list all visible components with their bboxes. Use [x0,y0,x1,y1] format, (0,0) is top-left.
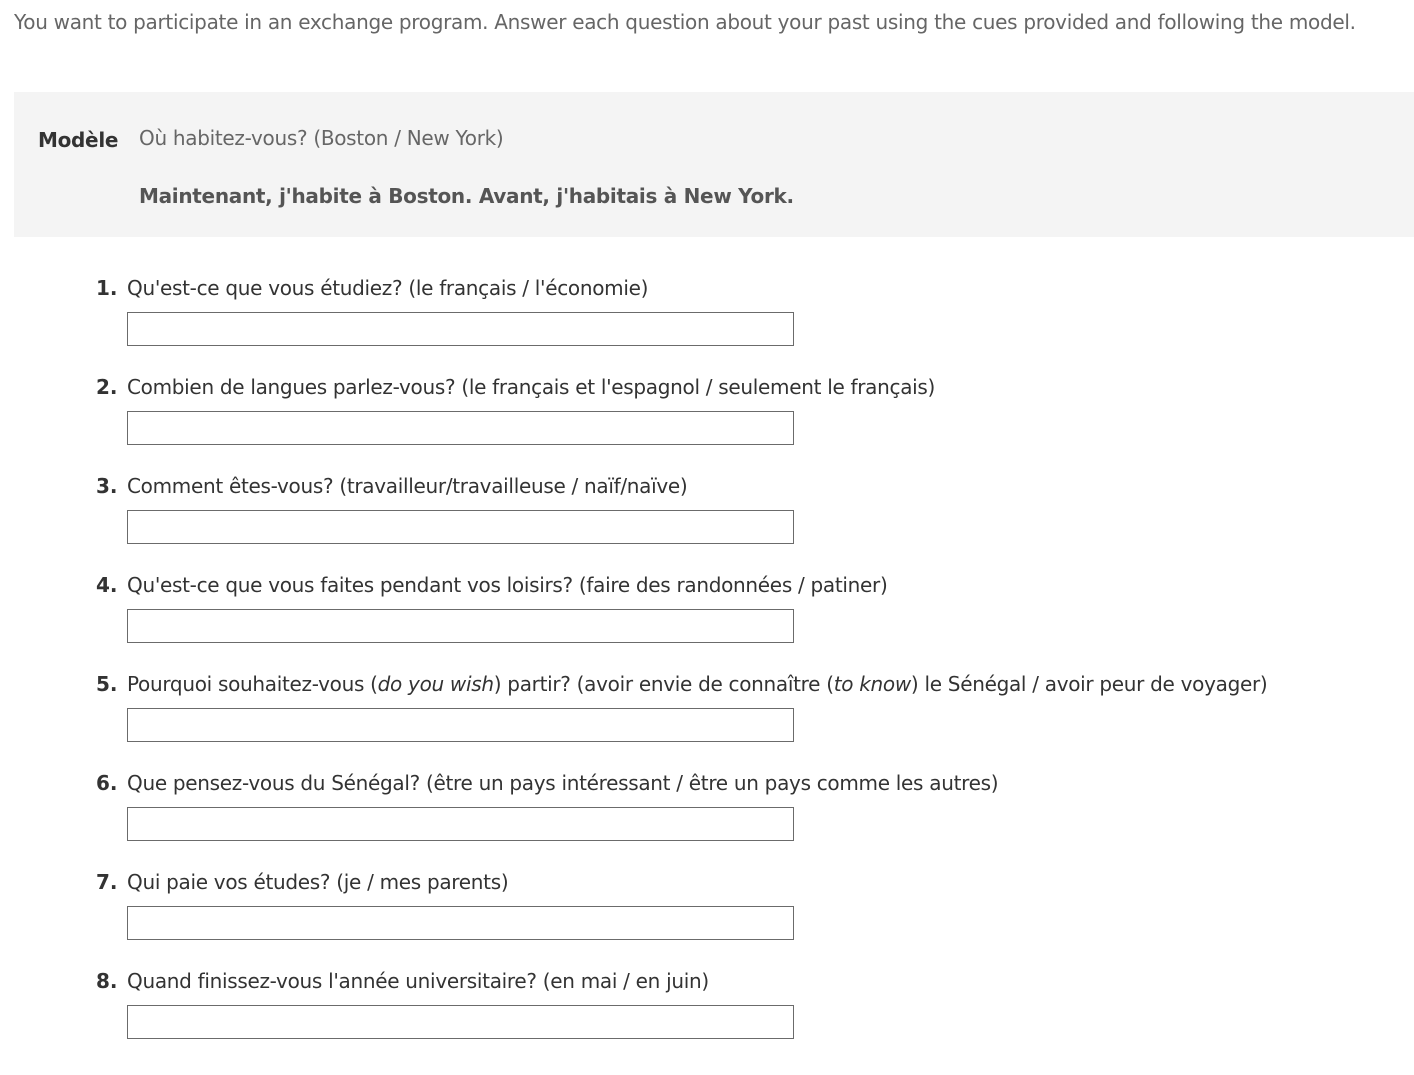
model-example-box [14,92,1414,237]
question-text-part: ) le Sénégal / avoir peur de voyager) [910,672,1268,696]
answer-input-1[interactable] [127,312,794,346]
question-text: Qu'est-ce que vous étudiez? (le français / l'économie) [127,276,649,300]
answer-input-8[interactable] [127,1005,794,1039]
answer-input-3[interactable] [127,510,794,544]
question-item-8 [0,969,1414,1049]
answer-input-4[interactable] [127,609,794,643]
question-text-part: ) partir? (avoir envie de connaître ( [493,672,834,696]
question-item-2 [0,375,1414,455]
question-number: 2. [96,375,118,399]
question-text: Quand finissez-vous l'année universitaire? (en mai / en juin) [127,969,709,993]
question-item-3 [0,474,1414,554]
question-item-4 [0,573,1414,653]
question-item-5 [0,672,1414,752]
question-gloss: to know [833,672,911,696]
question-item-6 [0,771,1414,851]
question-number: 4. [96,573,118,597]
question-item-1 [0,276,1414,356]
answer-input-2[interactable] [127,411,794,445]
answer-input-7[interactable] [127,906,794,940]
question-text [127,672,1267,696]
question-number: 6. [96,771,118,795]
answer-input-6[interactable] [127,807,794,841]
answer-input-5[interactable] [127,708,794,742]
model-label: Modèle [38,128,119,152]
question-number: 7. [96,870,118,894]
question-text-part: Pourquoi souhaitez-vous ( [127,672,378,696]
question-text: Que pensez-vous du Sénégal? (être un pays intéressant / être un pays comme les autres) [127,771,999,795]
question-number: 8. [96,969,118,993]
model-answer: Maintenant, j'habite à Boston. Avant, j'habitais à New York. [139,184,794,208]
model-question: Où habitez-vous? (Boston / New York) [139,126,504,150]
question-item-7 [0,870,1414,950]
question-number: 1. [96,276,118,300]
question-text: Qui paie vos études? (je / mes parents) [127,870,509,894]
question-text: Combien de langues parlez-vous? (le français et l'espagnol / seulement le français) [127,375,936,399]
question-text: Comment êtes-vous? (travailleur/travailleuse / naïf/naïve) [127,474,688,498]
instructions-text: You want to participate in an exchange program. Answer each question about your past using the cues provided and following the model. [14,10,1356,34]
question-gloss: do you wish [377,672,494,696]
question-number: 3. [96,474,118,498]
question-text: Qu'est-ce que vous faites pendant vos loisirs? (faire des randonnées / patiner) [127,573,888,597]
question-number: 5. [96,672,118,696]
